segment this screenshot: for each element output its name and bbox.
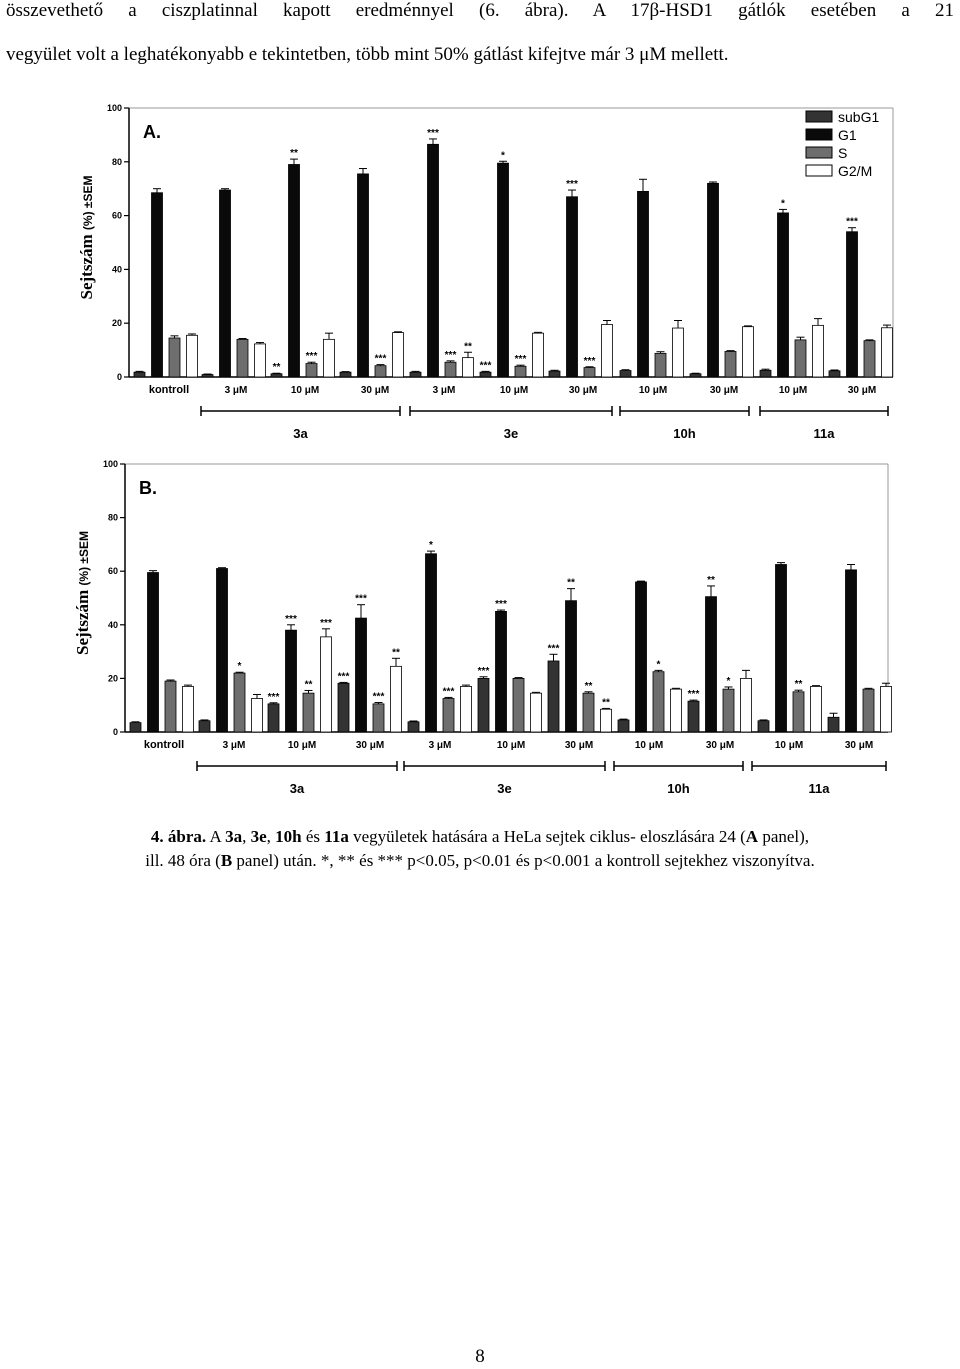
bar-G1 xyxy=(708,183,719,377)
bar-G1 xyxy=(217,569,228,732)
caption-text: A xyxy=(206,827,226,846)
bar-S xyxy=(303,693,314,732)
significance-mark: ** xyxy=(707,574,715,586)
bar-S xyxy=(375,366,386,377)
bar-G2M xyxy=(391,666,402,732)
category-label: 30 μM xyxy=(705,740,735,751)
bar-S xyxy=(723,689,734,732)
bar-G1 xyxy=(289,164,300,377)
category-label: 30 μM xyxy=(360,385,390,396)
significance-mark: ** xyxy=(794,679,803,691)
significance-mark: *** xyxy=(372,691,385,703)
category-label: kontroll xyxy=(143,739,185,751)
category-label: 10 μM xyxy=(290,385,320,396)
bar-subG1 xyxy=(202,375,213,377)
page-number: 8 xyxy=(475,1346,485,1367)
y-tick-label: 20 xyxy=(107,673,118,684)
legend-swatch xyxy=(806,165,832,176)
significance-mark: *** xyxy=(444,349,457,361)
bar-subG1 xyxy=(268,704,279,732)
chart-panel-a xyxy=(0,95,960,445)
category-label: 30 μM xyxy=(709,385,739,396)
group-label: 11a xyxy=(813,426,835,441)
panel-label: A. xyxy=(143,122,161,142)
significance-mark: ** xyxy=(304,679,313,691)
category-label: 10 μM xyxy=(778,385,808,396)
bar-G1 xyxy=(847,232,858,377)
significance-mark: *** xyxy=(479,360,492,372)
significance-mark: * xyxy=(781,198,785,210)
legend-label: G1 xyxy=(838,127,857,143)
caption-label: 4. ábra. xyxy=(150,827,207,846)
category-label: 30 μM xyxy=(844,740,874,751)
bar-G2M xyxy=(187,335,198,377)
significance-mark: ** xyxy=(602,697,610,709)
bar-G1 xyxy=(778,213,789,377)
y-axis-title-main: Sejtszám xyxy=(77,230,96,300)
legend-swatch xyxy=(806,129,832,140)
y-tick-label: 20 xyxy=(111,318,122,329)
significance-mark: *** xyxy=(495,599,507,611)
bar-G1 xyxy=(428,144,439,377)
y-tick-label: 40 xyxy=(107,619,118,630)
caption-panel: A xyxy=(745,827,759,846)
bar-G1 xyxy=(638,191,649,377)
caption-text: panel), xyxy=(758,827,810,846)
group-label: 11a xyxy=(808,781,830,796)
significance-mark: *** xyxy=(355,593,367,605)
bar-S xyxy=(515,366,526,377)
bar-S xyxy=(795,340,806,377)
bar-G2M xyxy=(811,686,822,732)
bar-subG1 xyxy=(760,370,771,377)
category-label: 30 μM xyxy=(847,385,877,396)
bar-G2M xyxy=(324,339,335,377)
bar-G1 xyxy=(567,197,578,377)
significance-mark: ** xyxy=(464,341,472,353)
bar-G1 xyxy=(776,565,787,733)
bar-S xyxy=(165,681,176,732)
group-label: 3e xyxy=(503,426,519,441)
bar-S xyxy=(583,693,594,732)
category-label: 10 μM xyxy=(634,740,664,751)
significance-mark: ** xyxy=(290,148,298,160)
bar-S xyxy=(725,351,736,377)
bar-subG1 xyxy=(478,678,489,732)
y-axis-title-unit: (%) ±SEM xyxy=(81,175,95,231)
bar-subG1 xyxy=(688,701,699,732)
y-tick-label: 100 xyxy=(102,459,118,469)
y-tick-label: 80 xyxy=(107,512,118,523)
bar-G2M xyxy=(743,327,754,377)
bar-G2M xyxy=(321,637,332,732)
legend-label: G2/M xyxy=(838,163,873,179)
caption-text: ill. 48 óra ( xyxy=(145,851,221,870)
bar-G1 xyxy=(636,582,647,732)
significance-mark: *** xyxy=(374,353,387,365)
bar-G1 xyxy=(220,190,231,377)
category-label: 10 μM xyxy=(499,385,529,396)
legend-label: subG1 xyxy=(838,109,880,125)
category-label: 10 μM xyxy=(774,740,804,751)
significance-mark: ** xyxy=(272,362,281,374)
category-label: 10 μM xyxy=(287,740,317,751)
caption-panel: B xyxy=(220,851,233,870)
bar-subG1 xyxy=(408,722,419,732)
caption-compound: 3a xyxy=(225,827,243,846)
significance-mark: * xyxy=(726,675,731,687)
significance-mark: *** xyxy=(477,665,490,677)
bar-G2M xyxy=(813,325,824,377)
bar-subG1 xyxy=(338,683,349,732)
significance-mark: *** xyxy=(687,689,700,701)
bar-subG1 xyxy=(340,372,351,377)
y-tick-label: 100 xyxy=(106,103,122,113)
significance-mark: *** xyxy=(442,686,455,698)
caption-compound: 11a xyxy=(324,827,349,846)
significance-mark: *** xyxy=(285,613,297,625)
bar-subG1 xyxy=(271,374,282,377)
caption-text: és xyxy=(301,827,325,846)
category-label: 3 μM xyxy=(428,740,452,751)
group-label: 3a xyxy=(293,426,308,441)
bar-S xyxy=(445,362,456,377)
bar-S xyxy=(234,673,245,732)
bar-G2M xyxy=(673,328,684,377)
bar-G1 xyxy=(356,618,367,732)
caption-text: , xyxy=(266,827,276,846)
caption-text: vegyületek hatására a HeLa sejtek ciklus- eloszlására 24 ( xyxy=(348,827,746,846)
bar-subG1 xyxy=(548,661,559,732)
caption-text: panel) után. *, ** és *** p<0.05, p<0.01 és p<0.001 a kontroll sejtekhez viszonyítva. xyxy=(232,851,815,870)
bar-G1 xyxy=(706,597,717,732)
y-tick-label: 60 xyxy=(107,566,118,577)
y-tick-label: 60 xyxy=(111,210,122,221)
bar-G2M xyxy=(463,358,474,377)
bar-G1 xyxy=(286,630,297,732)
bar-G2M xyxy=(393,333,404,377)
bar-G1 xyxy=(496,611,507,732)
bar-subG1 xyxy=(134,372,145,377)
bar-G2M xyxy=(533,333,544,377)
bar-subG1 xyxy=(410,372,421,377)
significance-mark: *** xyxy=(566,179,578,191)
legend-swatch xyxy=(806,147,832,158)
bar-S xyxy=(169,338,180,377)
significance-mark: * xyxy=(429,540,433,552)
group-label: 3a xyxy=(289,781,305,796)
bar-S xyxy=(306,364,317,377)
significance-mark: *** xyxy=(846,216,858,228)
bar-subG1 xyxy=(829,371,840,377)
bar-G2M xyxy=(671,689,682,732)
bar-G1 xyxy=(148,573,159,732)
bar-subG1 xyxy=(130,723,141,732)
caption-compound: 3e xyxy=(250,827,267,846)
bar-S xyxy=(655,353,666,377)
category-label: 3 μM xyxy=(222,740,246,751)
significance-mark: *** xyxy=(427,127,439,139)
chart-panel-b xyxy=(0,452,960,797)
bar-subG1 xyxy=(618,720,629,732)
bar-G1 xyxy=(426,554,437,732)
bar-S xyxy=(373,704,384,732)
y-axis-title-unit: (%) ±SEM xyxy=(77,531,91,586)
category-label: 3 μM xyxy=(432,385,456,396)
significance-mark: * xyxy=(501,150,505,162)
bar-subG1 xyxy=(549,371,560,377)
bar-S xyxy=(863,689,874,732)
bar-G2M xyxy=(531,693,542,732)
legend-swatch xyxy=(806,111,832,122)
category-label: kontroll xyxy=(148,384,190,396)
bar-G2M xyxy=(601,709,612,732)
bar-subG1 xyxy=(758,721,769,732)
body-text-line-2: vegyület volt a leghatékonyabb e tekintetben, több mint 50% gátlást kifejtve már 3 μM mellett. xyxy=(6,44,729,65)
bar-G2M xyxy=(881,686,892,732)
y-axis-title xyxy=(77,176,96,300)
bar-G2M xyxy=(461,686,472,732)
bar-G2M xyxy=(255,344,266,377)
bar-subG1 xyxy=(828,717,839,732)
bar-S xyxy=(237,339,248,377)
significance-mark: *** xyxy=(547,643,560,655)
category-label: 30 μM xyxy=(355,740,385,751)
bar-G1 xyxy=(152,193,163,377)
bar-G2M xyxy=(252,699,263,733)
significance-mark: *** xyxy=(514,354,527,366)
figure-caption-line-2 xyxy=(0,851,960,871)
significance-mark: ** xyxy=(392,647,400,659)
y-tick-label: 40 xyxy=(111,264,122,275)
body-text-line-1: összevethető a ciszplatinnal kapott eredménnyel (6. ábra). A 17β-HSD1 gátlók esetében a 21 xyxy=(6,0,954,21)
bar-subG1 xyxy=(620,371,631,377)
significance-mark: * xyxy=(237,661,242,673)
y-axis-title xyxy=(73,531,92,655)
category-label: 30 μM xyxy=(568,385,598,396)
bar-G2M xyxy=(183,686,194,732)
y-tick-label: 0 xyxy=(116,372,122,382)
significance-mark: *** xyxy=(320,617,332,629)
bar-G2M xyxy=(741,678,752,732)
significance-mark: ** xyxy=(567,577,575,589)
figure-caption-line-1 xyxy=(0,827,960,847)
category-label: 10 μM xyxy=(496,740,526,751)
y-axis-title-main: Sejtszám xyxy=(73,585,92,655)
bar-subG1 xyxy=(690,374,701,377)
bar-S xyxy=(584,368,595,377)
bar-G1 xyxy=(846,570,857,732)
legend-label: S xyxy=(838,145,848,161)
y-tick-label: 80 xyxy=(111,156,122,167)
bar-G2M xyxy=(602,325,613,377)
group-label: 10h xyxy=(667,781,690,796)
group-label: 3e xyxy=(497,781,512,796)
bar-subG1 xyxy=(480,372,491,377)
bar-S xyxy=(864,341,875,377)
bar-G1 xyxy=(358,174,369,377)
significance-mark: *** xyxy=(583,355,596,367)
group-label: 10h xyxy=(673,426,696,441)
category-label: 3 μM xyxy=(224,385,248,396)
category-label: 30 μM xyxy=(564,740,594,751)
bar-G1 xyxy=(566,601,577,732)
bar-S xyxy=(443,699,454,733)
bar-S xyxy=(653,672,664,732)
category-label: 10 μM xyxy=(638,385,668,396)
significance-mark: *** xyxy=(267,691,280,703)
significance-mark: *** xyxy=(305,351,318,363)
bar-subG1 xyxy=(199,721,210,732)
significance-mark: ** xyxy=(584,680,593,692)
significance-mark: * xyxy=(656,659,661,671)
bar-S xyxy=(513,678,524,732)
bar-S xyxy=(793,692,804,732)
caption-compound: 10h xyxy=(275,827,302,846)
bar-G2M xyxy=(882,328,893,377)
caption-text: , xyxy=(242,827,251,846)
y-tick-label: 0 xyxy=(112,727,118,737)
panel-label: B. xyxy=(139,478,157,498)
bar-G1 xyxy=(498,163,509,377)
significance-mark: *** xyxy=(337,671,350,683)
